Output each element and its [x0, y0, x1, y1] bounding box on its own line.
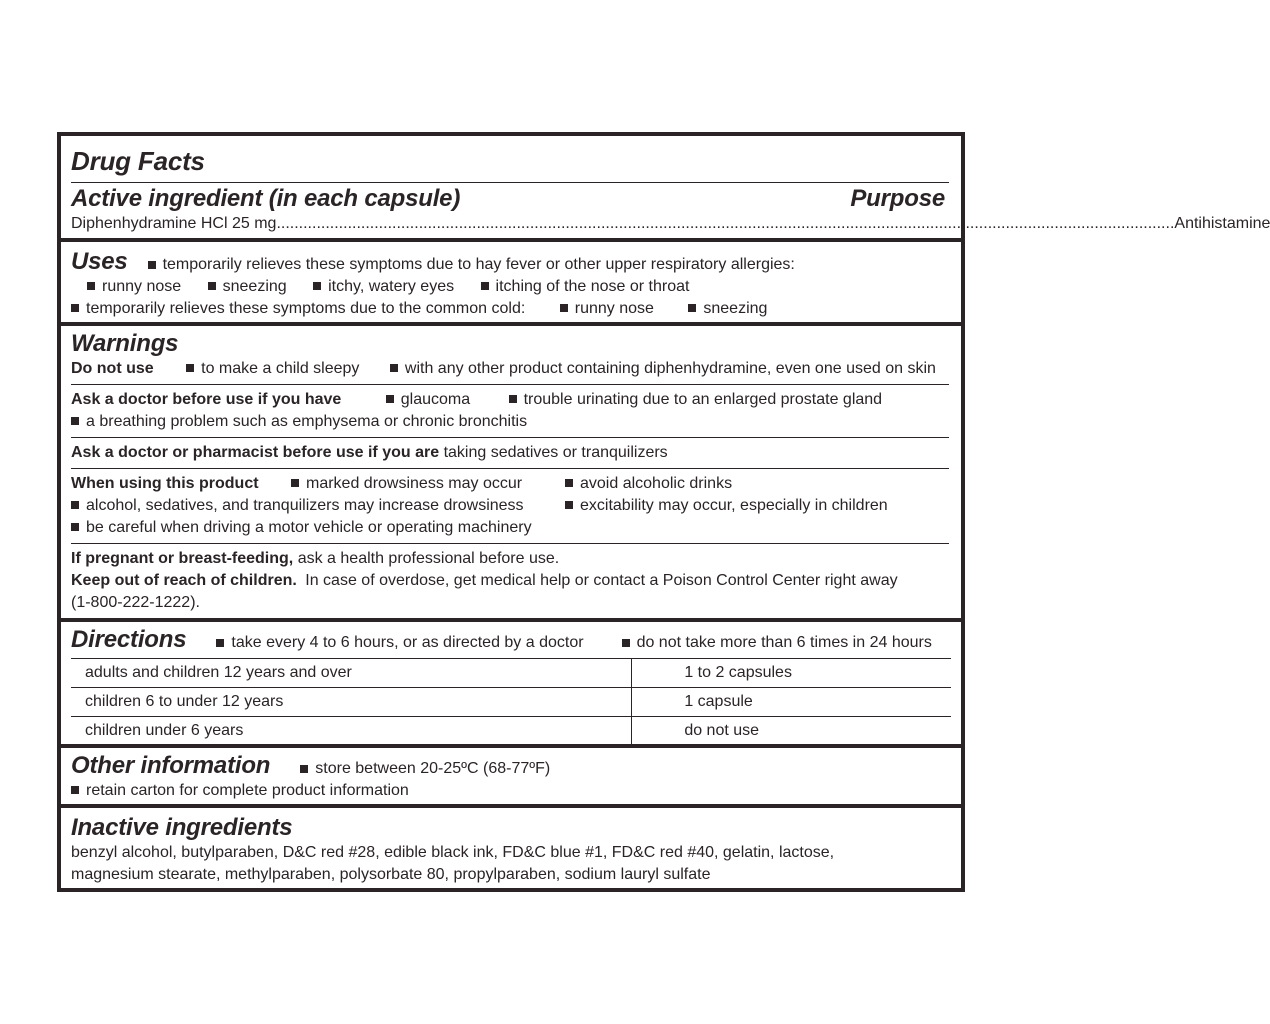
active-ingredient: Diphenhydramine HCl 25 mg — [71, 215, 277, 232]
symptom: sneezing — [703, 300, 768, 317]
divider — [71, 182, 949, 183]
other-info-item: retain carton for complete product information — [86, 782, 409, 799]
keep-out-text: In case of overdose, get medical help or contact a Poison Control Center right away — [305, 572, 898, 589]
warning-item: avoid alcoholic drinks — [580, 475, 733, 492]
symptom: itchy, watery eyes — [328, 278, 455, 295]
square-bullet-icon — [71, 304, 79, 312]
drug-facts-panel — [57, 132, 1270, 892]
allergy-symptoms — [71, 276, 949, 298]
square-bullet-icon — [216, 639, 224, 647]
divider — [71, 437, 949, 438]
do-not-use-label: Do not use — [71, 360, 154, 377]
square-bullet-icon — [300, 765, 308, 773]
square-bullet-icon — [208, 282, 216, 290]
uses-heading: Uses — [71, 248, 128, 275]
table-row — [71, 717, 951, 746]
warnings-heading: Warnings — [71, 330, 179, 357]
square-bullet-icon — [87, 282, 95, 290]
square-bullet-icon — [313, 282, 321, 290]
when-using-label: When using this product — [71, 475, 259, 492]
directions-heading: Directions — [71, 626, 187, 653]
square-bullet-icon — [509, 395, 517, 403]
warning-item: a breathing problem such as emphysema or chronic bronchitis — [86, 413, 528, 430]
purpose-value: Antihistamine — [1174, 215, 1270, 232]
age-cell: children under 6 years — [71, 717, 632, 746]
other-info-heading-row — [71, 752, 949, 780]
when-using-line3 — [71, 517, 949, 539]
square-bullet-icon — [560, 304, 568, 312]
square-bullet-icon — [688, 304, 696, 312]
dose-cell: 1 to 2 capsules — [632, 659, 951, 688]
warning-item: marked drowsiness may occur — [306, 475, 523, 492]
uses-line1: temporarily relieves these symptoms due to hay fever or other upper respiratory allergies: — [162, 256, 795, 273]
pregnant-text: ask a health professional before use. — [297, 550, 560, 567]
uses-line3: temporarily relieves these symptoms due to the common cold: — [86, 300, 526, 317]
ask-pharmacist — [71, 442, 949, 464]
square-bullet-icon — [565, 479, 573, 487]
ask-doctor-line2 — [71, 411, 949, 433]
poison-control-phone: (1-800-222-1222). — [71, 594, 200, 611]
square-bullet-icon — [622, 639, 630, 647]
direction-note: take every 4 to 6 hours, or as directed by a doctor — [231, 634, 584, 651]
dose-cell: do not use — [632, 717, 951, 746]
square-bullet-icon — [390, 364, 398, 372]
drug-facts-title: Drug Facts — [71, 146, 205, 176]
square-bullet-icon — [71, 523, 79, 531]
divider — [71, 384, 949, 385]
directions-section — [61, 622, 961, 748]
inactive-ingredients-heading: Inactive ingredients — [71, 814, 293, 841]
divider — [71, 468, 949, 469]
symptom: runny nose — [574, 300, 654, 317]
when-using — [71, 473, 949, 495]
square-bullet-icon — [481, 282, 489, 290]
other-information-heading: Other information — [71, 752, 271, 779]
symptom: runny nose — [102, 278, 182, 295]
active-ingredient-heading-row — [71, 185, 949, 213]
warning-item: alcohol, sedatives, and tranquilizers may increase drowsiness — [86, 497, 524, 514]
warnings-section — [61, 326, 961, 622]
direction-note: do not take more than 6 times in 24 hours — [636, 634, 932, 651]
square-bullet-icon — [71, 501, 79, 509]
table-row — [71, 688, 951, 717]
warning-item: trouble urinating due to an enlarged prostate gland — [523, 391, 883, 408]
divider — [71, 543, 949, 544]
warning-item: glaucoma — [400, 391, 471, 408]
uses-section — [61, 242, 961, 326]
leader-dots: .......................................................................................................................................................................................................... — [276, 215, 1175, 232]
inactive-ingredients-line2: magnesium stearate, methylparaben, polysorbate 80, propylparaben, sodium lauryl sulfate — [71, 866, 711, 883]
when-using-line2 — [71, 495, 949, 517]
inactive-ingredients-line1: benzyl alcohol, butylparaben, D&C red #28, edible black ink, FD&C blue #1, FD&C red #40, gelatin, lactose, — [71, 844, 835, 861]
ask-doctor — [71, 389, 949, 411]
age-cell: children 6 to under 12 years — [71, 688, 632, 717]
ask-pharmacist-label: Ask a doctor or pharmacist before use if you are — [71, 444, 440, 461]
directions-heading-row — [71, 626, 949, 654]
ask-doctor-label: Ask a doctor before use if you have — [71, 391, 342, 408]
keep-out-label: Keep out of reach of children. — [71, 572, 297, 589]
age-cell: adults and children 12 years and over — [71, 659, 632, 688]
pregnant-warning — [71, 548, 949, 570]
active-ingredient-heading: Active ingredient (in each capsule) — [71, 185, 461, 212]
square-bullet-icon — [386, 395, 394, 403]
square-bullet-icon — [565, 501, 573, 509]
pregnant-label: If pregnant or breast-feeding, — [71, 550, 294, 567]
warning-item: excitability may occur, especially in children — [580, 497, 888, 514]
table-row — [71, 659, 951, 688]
active-ingredient-row — [71, 213, 1270, 235]
drug-facts-header — [61, 136, 1270, 242]
warning-item: be careful when driving a motor vehicle or operating machinery — [86, 519, 532, 536]
other-information-section — [61, 748, 961, 808]
inactive-ingredients-section — [61, 808, 961, 888]
ask-pharmacist-text: taking sedatives or tranquilizers — [443, 444, 668, 461]
dose-cell: 1 capsule — [632, 688, 951, 717]
purpose-heading: Purpose — [850, 185, 945, 212]
other-info-item: store between 20-25ºC (68-77ºF) — [315, 760, 551, 777]
square-bullet-icon — [71, 417, 79, 425]
symptom: sneezing — [222, 278, 287, 295]
square-bullet-icon — [148, 261, 156, 269]
keep-out-warning — [71, 570, 949, 592]
symptom: itching of the nose or throat — [495, 278, 690, 295]
cold-symptoms — [71, 298, 949, 320]
warning-item: to make a child sleepy — [201, 360, 360, 377]
square-bullet-icon — [291, 479, 299, 487]
do-not-use — [71, 358, 949, 380]
warning-item: with any other product containing diphenhydramine, even one used on skin — [404, 360, 936, 377]
dosage-table — [71, 658, 951, 745]
square-bullet-icon — [186, 364, 194, 372]
other-info-line2 — [71, 780, 949, 802]
square-bullet-icon — [71, 786, 79, 794]
